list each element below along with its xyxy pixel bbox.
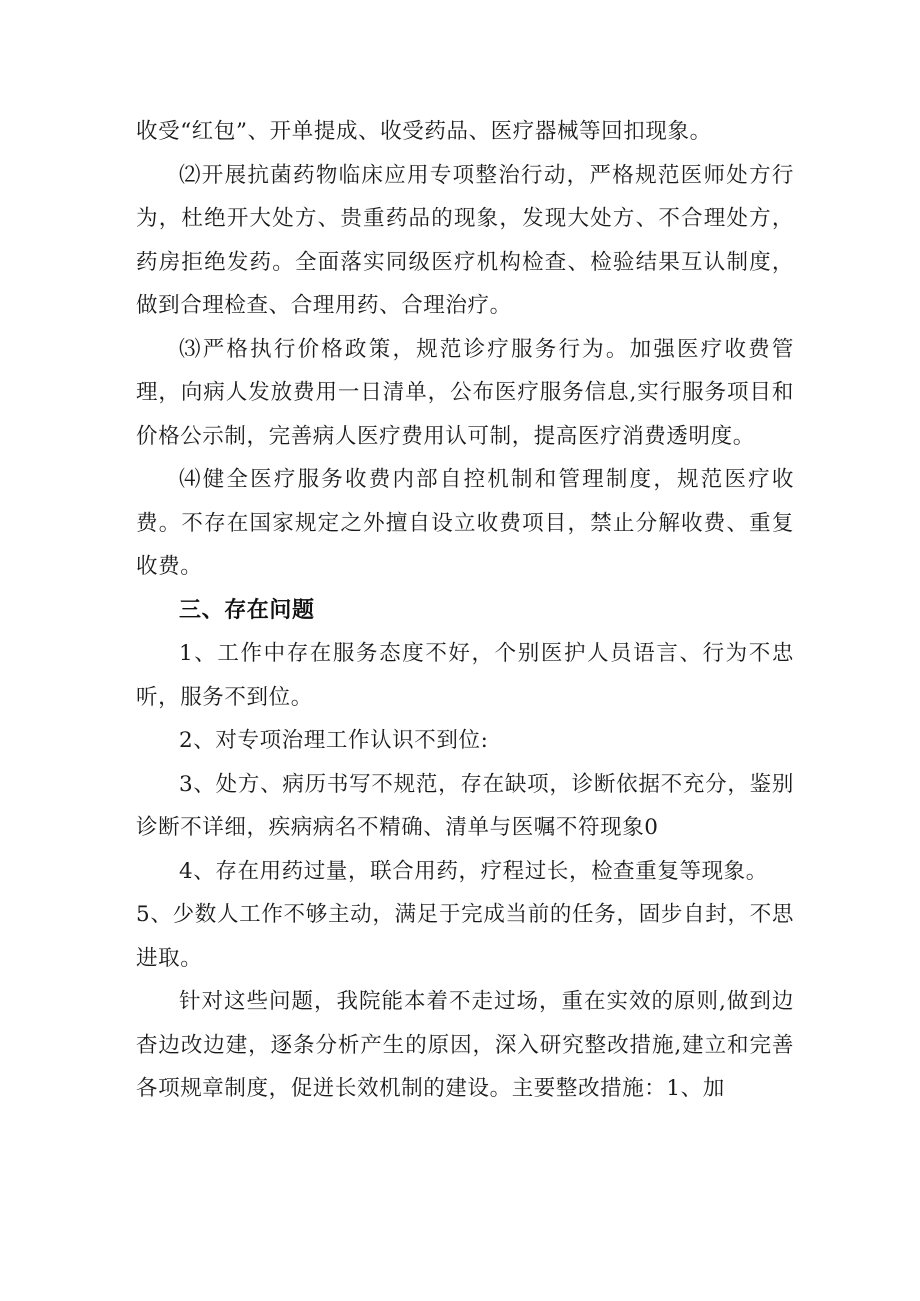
issue-item-5: 5、少数人工作不够主动，满足于完成当前的任务，固步自封，不思进取。 [136, 902, 794, 971]
paragraph-item-4: ⑷健全医疗服务收费内部自控机制和管理制度，规范医疗收费。不存在国家规定之外擅自设立收费项目，禁止分解收费、重复收费。 [136, 467, 794, 579]
issue-item-3: 3、处方、病历书写不规范，存在缺项，诊断依据不充分，鉴别诊断不详细，疾病病名不精确、清单与医嘱不符现象0 [136, 771, 794, 840]
issue-item-4: 4、存在用药过量，联合用药，疗程过长，检查重复等现象。 [179, 858, 768, 884]
section-heading: 三、存在问题 [179, 597, 315, 623]
document-body [136, 110, 794, 1111]
paragraph-item-3: ⑶严格执行价格政策，规范诊疗服务行为。加强医疗收费管理，向病人发放费用一日清单，公布医疗服务信息,实行服务项目和价格公示制，完善病人医疗费用认可制，提高医疗消费透明度。 [136, 336, 794, 449]
closing-paragraph: 针对这些问题，我院能本着不走过场，重在实效的原则,做到边杳边改边建，逐条分析产生的原因，深入研究整改措施,建立和完善各项规章制度，促迸长效机制的建设。主要整改措施：1、加 [136, 989, 794, 1101]
issue-item-2: 2、对专项治理工作认识不到位: [179, 728, 489, 753]
paragraph-item-2: ⑵开展抗菌药物临床应用专项整治行动，严格规范医师处方行为，杜绝开大处方、贵重药品的现象，发现大处方、不合理处方，药房拒绝发药。全面落实同级医疗机构检查、检验结果互认制度，做到合理检查、合理用药、合理治疗。 [136, 162, 794, 318]
paragraph-continuation: 收受“红包”、开单提成、收受药品、医疗器械等回扣现象。 [136, 119, 712, 144]
issue-item-1: 1、工作中存在服务态度不好，个别医护人员语言、行为不忠听，服务不到位。 [136, 641, 794, 710]
